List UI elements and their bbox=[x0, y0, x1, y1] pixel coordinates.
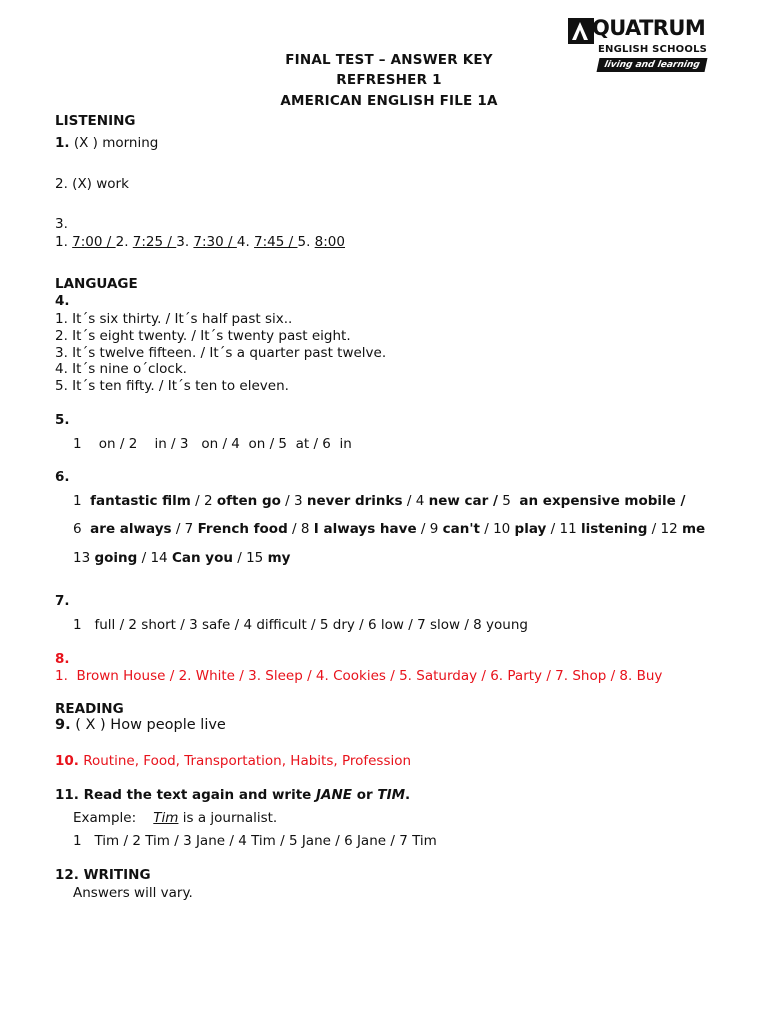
q6-number: 6. bbox=[55, 469, 70, 485]
section-writing-title: 12. WRITING bbox=[55, 867, 151, 883]
q3-answers bbox=[55, 234, 345, 250]
q4-line: 4. It´s nine o´clock. bbox=[55, 361, 187, 377]
q6-item-number: 13 bbox=[73, 550, 95, 566]
q3-item-time: 7:25 / bbox=[132, 234, 177, 250]
q6-item-number: 5 bbox=[497, 493, 520, 509]
q3-item-prefix: 5. bbox=[297, 234, 315, 250]
q6-item-number: / 8 bbox=[287, 521, 314, 537]
q6-line-2 bbox=[73, 521, 705, 537]
q9-answer: ( X ) How people live bbox=[70, 717, 226, 733]
q8-answers: 1. Brown House / 2. White / 3. Sleep / 4. Cookies / 5. Saturday / 6. Party / 7. Shop / 8. Buy bbox=[55, 668, 663, 684]
logo-subtitle: ENGLISH SCHOOLS bbox=[598, 44, 708, 55]
q3-item-prefix: 4. bbox=[236, 234, 255, 250]
q8-number: 8. bbox=[55, 651, 70, 667]
q6-item-number: / 11 bbox=[546, 521, 581, 537]
q1-answer: (X ) morning bbox=[73, 135, 159, 151]
q6-line-1 bbox=[73, 493, 685, 509]
q6-line-3 bbox=[73, 550, 290, 566]
section-reading-title: READING bbox=[55, 701, 124, 717]
q4-line: 3. It´s twelve fifteen. / It´s a quarter past twelve. bbox=[55, 345, 387, 361]
q3-item-time: 7:00 / bbox=[72, 234, 116, 250]
q6-answer-phrase: listening bbox=[580, 521, 648, 537]
section-listening-title: LISTENING bbox=[55, 113, 136, 129]
q3-item-time: 8:00 bbox=[314, 234, 345, 250]
q6-item-number: / 3 bbox=[280, 493, 307, 509]
q6-item-number: 6 bbox=[73, 521, 91, 537]
q6-answer-phrase: Can you bbox=[171, 550, 233, 566]
q11-example: Example: Tim is a journalist. bbox=[73, 810, 278, 826]
q6-item-number: / 12 bbox=[647, 521, 682, 537]
q6-item-number: / 15 bbox=[232, 550, 268, 566]
title-line-1: FINAL TEST – ANSWER KEY bbox=[285, 52, 493, 68]
title-line-3: AMERICAN ENGLISH FILE 1A bbox=[280, 93, 498, 109]
q5-number: 5. bbox=[55, 412, 70, 428]
q3-item-prefix: 1. bbox=[55, 234, 73, 250]
q6-answer-phrase: never drinks bbox=[306, 493, 403, 509]
q7-answers: 1 full / 2 short / 3 safe / 4 difficult / 5 dry / 6 low / 7 slow / 8 young bbox=[73, 617, 528, 633]
q6-answer-phrase: my bbox=[267, 550, 291, 566]
logo-tagline: living and learning bbox=[597, 58, 708, 72]
q11-jane: JANE bbox=[316, 787, 353, 803]
q6-item-number: / 9 bbox=[416, 521, 443, 537]
q6-answer-phrase: are always bbox=[90, 521, 172, 537]
q6-answer-phrase: going bbox=[94, 550, 138, 566]
q6-item-number: / 14 bbox=[137, 550, 172, 566]
q6-answer-phrase: play bbox=[514, 521, 547, 537]
writing-answer: Answers will vary. bbox=[73, 885, 193, 901]
logo-wordmark: QUATRUM bbox=[592, 16, 706, 40]
q6-answer-phrase: can't bbox=[442, 521, 480, 537]
q9 bbox=[55, 717, 226, 733]
q6-item-number: 1 bbox=[73, 493, 91, 509]
q5-answers: 1 on / 2 in / 3 on / 4 on / 5 at / 6 in bbox=[73, 436, 352, 452]
q6-answer-phrase: often go bbox=[216, 493, 281, 509]
q11-instruction: 11. Read the text again and write JANE or TIM. bbox=[55, 787, 411, 803]
q4-line: 1. It´s six thirty. / It´s half past six.. bbox=[55, 311, 293, 327]
q6-item-number: / 2 bbox=[190, 493, 217, 509]
q7-number: 7. bbox=[55, 593, 70, 609]
example-name: Tim bbox=[153, 810, 179, 826]
q6-item-number: / 10 bbox=[479, 521, 515, 537]
q11-number: 11. bbox=[55, 787, 79, 803]
title-line-2: REFRESHER 1 bbox=[336, 72, 442, 88]
q4-line: 5. It´s ten fifty. / It´s ten to eleven. bbox=[55, 378, 289, 394]
q10-number: 10. bbox=[55, 753, 79, 769]
q6-item-number: / 7 bbox=[171, 521, 198, 537]
q4-number: 4. bbox=[55, 293, 70, 309]
q3-item-prefix: 2. bbox=[115, 234, 133, 250]
q6-answer-phrase: me bbox=[681, 521, 706, 537]
q4-line: 2. It´s eight twenty. / It´s twenty past eight. bbox=[55, 328, 351, 344]
section-language-title: LANGUAGE bbox=[55, 276, 138, 292]
q6-answer-phrase: an expensive mobile / bbox=[519, 493, 686, 509]
q10-answer: Routine, Food, Transportation, Habits, Profession bbox=[78, 753, 412, 769]
q3-item-prefix: 3. bbox=[176, 234, 194, 250]
q6-answer-phrase: I always have bbox=[313, 521, 417, 537]
q10 bbox=[55, 753, 411, 769]
q1 bbox=[55, 135, 158, 151]
q2-answer: 2. (X) work bbox=[55, 176, 129, 192]
q6-item-number: / 4 bbox=[402, 493, 429, 509]
q6-answer-phrase: French food bbox=[197, 521, 288, 537]
example-label: Example: bbox=[73, 810, 137, 826]
q3-item-time: 7:30 / bbox=[193, 234, 237, 250]
q6-answer-phrase: new car / bbox=[428, 493, 498, 509]
q11-answers: 1 Tim / 2 Tim / 3 Jane / 4 Tim / 5 Jane / 6 Jane / 7 Tim bbox=[73, 833, 437, 849]
q3-number: 3. bbox=[55, 216, 68, 232]
q9-number: 9. bbox=[55, 717, 71, 733]
q6-answer-phrase: fantastic film bbox=[90, 493, 191, 509]
q3-item-time: 7:45 / bbox=[254, 234, 298, 250]
q1-number: 1. bbox=[55, 135, 70, 151]
q11-tim: TIM bbox=[377, 787, 406, 803]
